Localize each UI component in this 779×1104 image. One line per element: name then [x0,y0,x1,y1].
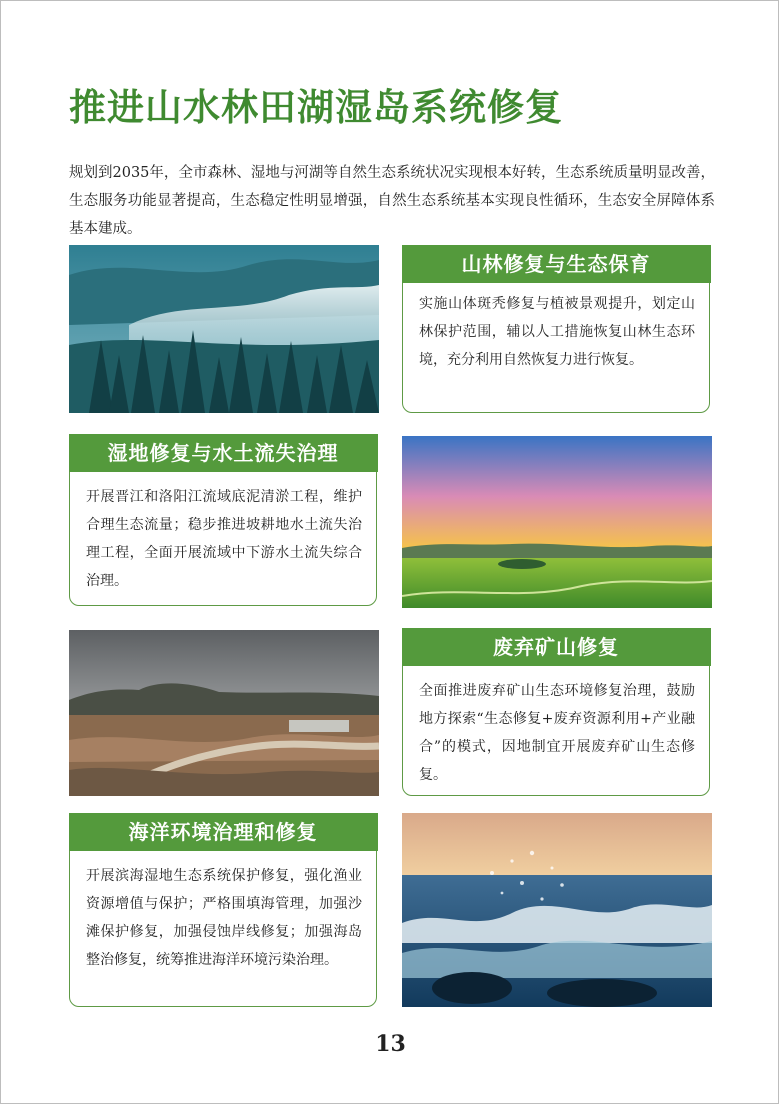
section-heading: 废弃矿山修复 [402,628,711,666]
section-card-forest-restoration [402,245,710,413]
mine-photo [69,630,379,796]
section-body: 开展滨海湿地生态系统保护修复，强化渔业资源增值与保护；严格围填海管理，加强沙滩保护修复，加强侵蚀岸线修复；加强海岛整治修复，统筹推进海洋环境污染治理。 [86,868,362,968]
section-heading: 海洋环境治理和修复 [69,813,378,851]
section-card-mine-restoration [402,628,710,796]
sea-waves-photo [402,813,712,1007]
section-body: 全面推进废弃矿山生态环境修复治理，鼓励地方探索“生态修复+废弃资源利用+产业融合”的模式，因地制宜开展废弃矿山生态修复。 [419,683,695,783]
forest-photo [69,245,379,413]
intro-paragraph: 规划到2035年，全市森林、湿地与河湖等自然生态系统状况实现根本好转，生态系统质量明显改善，生态服务功能显著提高，生态稳定性明显增强，自然生态系统基本实现良性循环，生态安全屏障体系基本建成。 [69,165,715,237]
grassland-photo [402,436,712,608]
section-body: 实施山体斑秃修复与植被景观提升，划定山林保护范围，辅以人工措施恢复山林生态环境，充分利用自然恢复力进行恢复。 [419,296,695,368]
section-heading: 湿地修复与水土流失治理 [69,434,378,472]
section-body: 开展晋江和洛阳江流域底泥清淤工程，维护合理生态流量；稳步推进坡耕地水土流失治理工程，全面开展流域中下游水土流失综合治理。 [86,489,362,589]
section-heading: 山林修复与生态保育 [402,245,711,283]
section-card-marine-restoration [69,813,377,1007]
page-number: 13 [375,1031,406,1057]
section-card-wetland-restoration [69,434,377,606]
page-title: 推进山水林田湖湿岛系统修复 [69,85,563,129]
